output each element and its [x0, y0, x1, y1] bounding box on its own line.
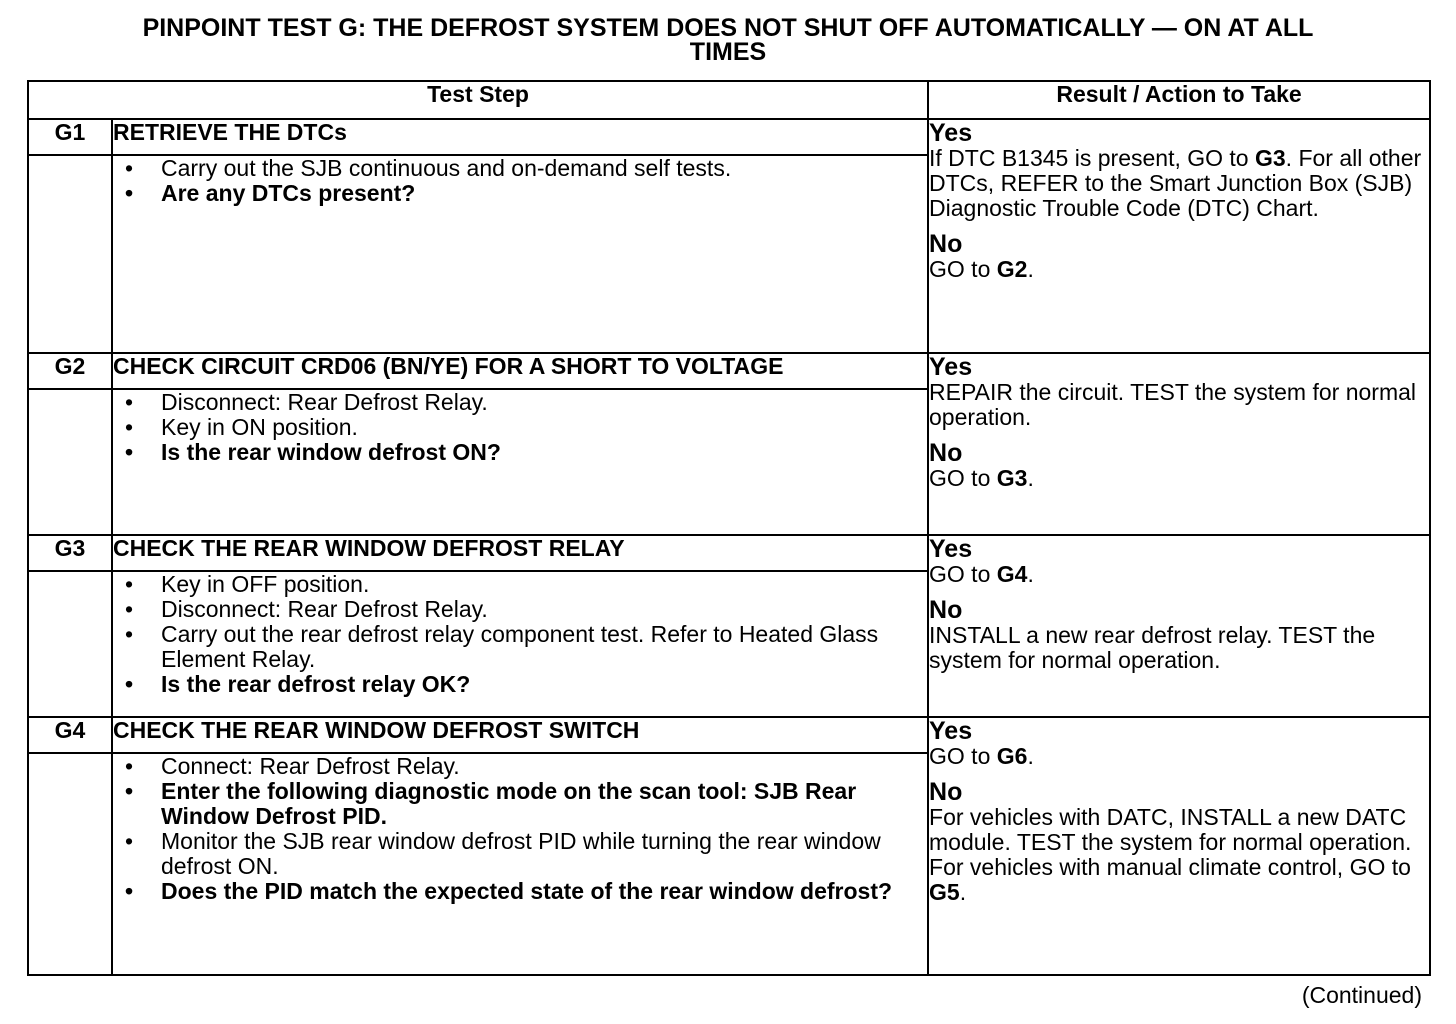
- step-id-spacer: [28, 155, 112, 353]
- no-text: INSTALL a new rear defrost relay. TEST the system for normal operation.: [929, 622, 1376, 673]
- header-result: Result / Action to Take: [928, 81, 1430, 119]
- step-result: [928, 353, 1430, 535]
- action-item: • Connect: Rear Defrost Relay.: [113, 754, 927, 779]
- step-g3-title-row: [28, 535, 1430, 571]
- step-reference: G4: [996, 561, 1028, 587]
- action-item: • Key in OFF position.: [113, 572, 927, 597]
- action-item: • Disconnect: Rear Defrost Relay.: [113, 390, 927, 415]
- step-id: G3: [28, 535, 112, 571]
- step-actions: [112, 155, 928, 353]
- action-question: • Does the PID match the expected state of the rear window defrost?: [113, 879, 927, 904]
- page-title: [0, 16, 1456, 64]
- step-reference: G6: [996, 743, 1028, 769]
- action-question: • Is the rear window defrost ON?: [113, 440, 927, 465]
- no-label: No: [929, 230, 963, 258]
- step-actions: [112, 753, 928, 975]
- no-text: GO to G3.: [929, 465, 1034, 491]
- table-header-row: [28, 81, 1430, 119]
- step-title: CHECK THE REAR WINDOW DEFROST RELAY: [112, 535, 928, 571]
- yes-label: Yes: [929, 353, 973, 381]
- step-result: [928, 717, 1430, 975]
- action-item: • Carry out the SJB continuous and on-demand self tests.: [113, 156, 927, 181]
- no-label: No: [929, 596, 963, 624]
- title-line-1: PINPOINT TEST G: THE DEFROST SYSTEM DOES NOT SHUT OFF AUTOMATICALLY — ON AT ALL: [142, 14, 1314, 42]
- step-reference: G2: [996, 256, 1028, 282]
- title-line-2: TIMES: [689, 38, 767, 66]
- step-actions: [112, 389, 928, 535]
- step-g1-title-row: [28, 119, 1430, 155]
- step-id: G2: [28, 353, 112, 389]
- step-result: [928, 535, 1430, 717]
- yes-label: Yes: [929, 119, 973, 147]
- action-item: • Key in ON position.: [113, 415, 927, 440]
- action-item: • Carry out the rear defrost relay component test. Refer to Heated Glass Element Relay.: [113, 622, 927, 672]
- step-g4-title-row: [28, 717, 1430, 753]
- action-question: • Is the rear defrost relay OK?: [113, 672, 927, 697]
- step-reference: G5: [929, 879, 960, 905]
- yes-text: If DTC B1345 is present, GO to G3. For all other DTCs, REFER to the Smart Junction Box (SJB) Diagnostic Trouble Code (DTC) Chart.: [929, 145, 1422, 221]
- step-reference: G3: [996, 465, 1028, 491]
- no-text: For vehicles with DATC, INSTALL a new DATC module. TEST the system for normal operation. For vehicles with manual climate control, GO to G5.: [929, 804, 1412, 905]
- action-item: • Disconnect: Rear Defrost Relay.: [113, 597, 927, 622]
- step-title: CHECK CIRCUIT CRD06 (BN/YE) FOR A SHORT TO VOLTAGE: [112, 353, 928, 389]
- no-text: GO to G2.: [929, 256, 1034, 282]
- step-result: [928, 119, 1430, 353]
- step-id-spacer: [28, 571, 112, 717]
- continued-note: (Continued): [1301, 982, 1422, 1008]
- yes-text: GO to G6.: [929, 743, 1034, 769]
- step-id-spacer: [28, 389, 112, 535]
- action-item: • Monitor the SJB rear window defrost PID while turning the rear window defrost ON.: [113, 829, 927, 879]
- step-id-spacer: [28, 753, 112, 975]
- header-test-step: Test Step: [28, 81, 928, 119]
- yes-label: Yes: [929, 535, 973, 563]
- step-g2-title-row: [28, 353, 1430, 389]
- no-label: No: [929, 439, 963, 467]
- yes-label: Yes: [929, 717, 973, 745]
- step-title: RETRIEVE THE DTCs: [112, 119, 928, 155]
- step-reference: G3: [1254, 145, 1286, 171]
- action-item: • Enter the following diagnostic mode on the scan tool: SJB Rear Window Defrost PID.: [113, 779, 927, 829]
- step-title: CHECK THE REAR WINDOW DEFROST SWITCH: [112, 717, 928, 753]
- yes-text: GO to G4.: [929, 561, 1034, 587]
- pinpoint-test-table: [27, 80, 1431, 976]
- step-id: G4: [28, 717, 112, 753]
- step-id: G1: [28, 119, 112, 155]
- step-actions: [112, 571, 928, 717]
- yes-text: REPAIR the circuit. TEST the system for normal operation.: [929, 379, 1417, 430]
- action-question: • Are any DTCs present?: [113, 181, 927, 206]
- no-label: No: [929, 778, 963, 806]
